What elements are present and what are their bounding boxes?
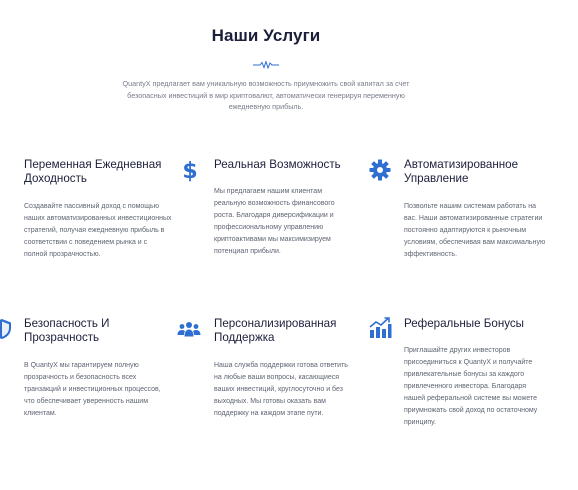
section-title: Наши Услуги — [211, 26, 321, 45]
service-description: Мы предлагаем нашим клиентам реальную возможность финансового роста. Благодаря диверсификации и профессиональному управлению криптоактивами мы максимизируем потенциал прибыли. — [214, 188, 335, 256]
service-description: Приглашайте других инвесторов присоединиться к QuantyX и получайте привлекательные бонусы за каждого привлеченного инвестора. Благодаря нашей реферальной системе вы можете приумножать свой доход по остаточному принципу. — [404, 347, 538, 427]
service-card-automated-management — [404, 158, 546, 261]
service-card-variable-daily-yield — [24, 158, 172, 261]
section-intro: QuantyX предлагает вам уникальную возможность приумножить свой капитал за счет безопасных инвестиций в мир криптовалют, автоматически генерируя переменную ежедневную прибыль. — [122, 79, 410, 112]
shield-icon — [0, 317, 14, 341]
service-card-referral-bonuses — [404, 317, 546, 429]
service-card-personalized-support — [214, 317, 356, 420]
service-card-real-opportunity — [214, 158, 354, 258]
users-icon — [177, 318, 201, 342]
gear-icon — [368, 158, 392, 182]
service-title: Безопасность И Прозрачность — [24, 317, 110, 345]
service-description: В QuantyX мы гарантируем полную прозрачность и безопасность всех транзакций и инвестиционных процессов, что обеспечивает уверенность нашим клиентам. — [24, 361, 161, 417]
service-title: Автоматизированное Управление — [404, 158, 519, 186]
service-card-security-transparency — [24, 317, 172, 420]
heartbeat-divider-icon — [253, 61, 279, 69]
service-title: Реферальные Бонусы — [404, 317, 525, 330]
service-description: Позвольте нашим системам работать на вас. Наши автоматизированные стратегии постоянно адаптируются к рыночным условиям, обеспечивая вам максимальную эффективность. — [404, 202, 546, 258]
service-title: Персонализированная Поддержка — [214, 317, 337, 345]
dollar-icon — [178, 158, 202, 182]
service-description: Наша служба поддержки готова ответить на любые ваши вопросы, касающиеся ваших инвестиций, круглосуточно и без выходных. Мы готовы оказать вам поддержку на каждом этапе пути. — [214, 361, 348, 417]
svg-text:$: $ — [182, 159, 198, 182]
growth-chart-icon — [368, 316, 392, 340]
service-description: Создавайте пассивный доход с помощью наших автоматизированных инвестиционных стратегий, получая ежедневную прибыль в соответствии с поведением рынка и с полной прозрачностью. — [24, 202, 172, 258]
service-title: Реальная Возможность — [214, 158, 341, 171]
service-title: Переменная Ежедневная Доходность — [24, 158, 162, 186]
